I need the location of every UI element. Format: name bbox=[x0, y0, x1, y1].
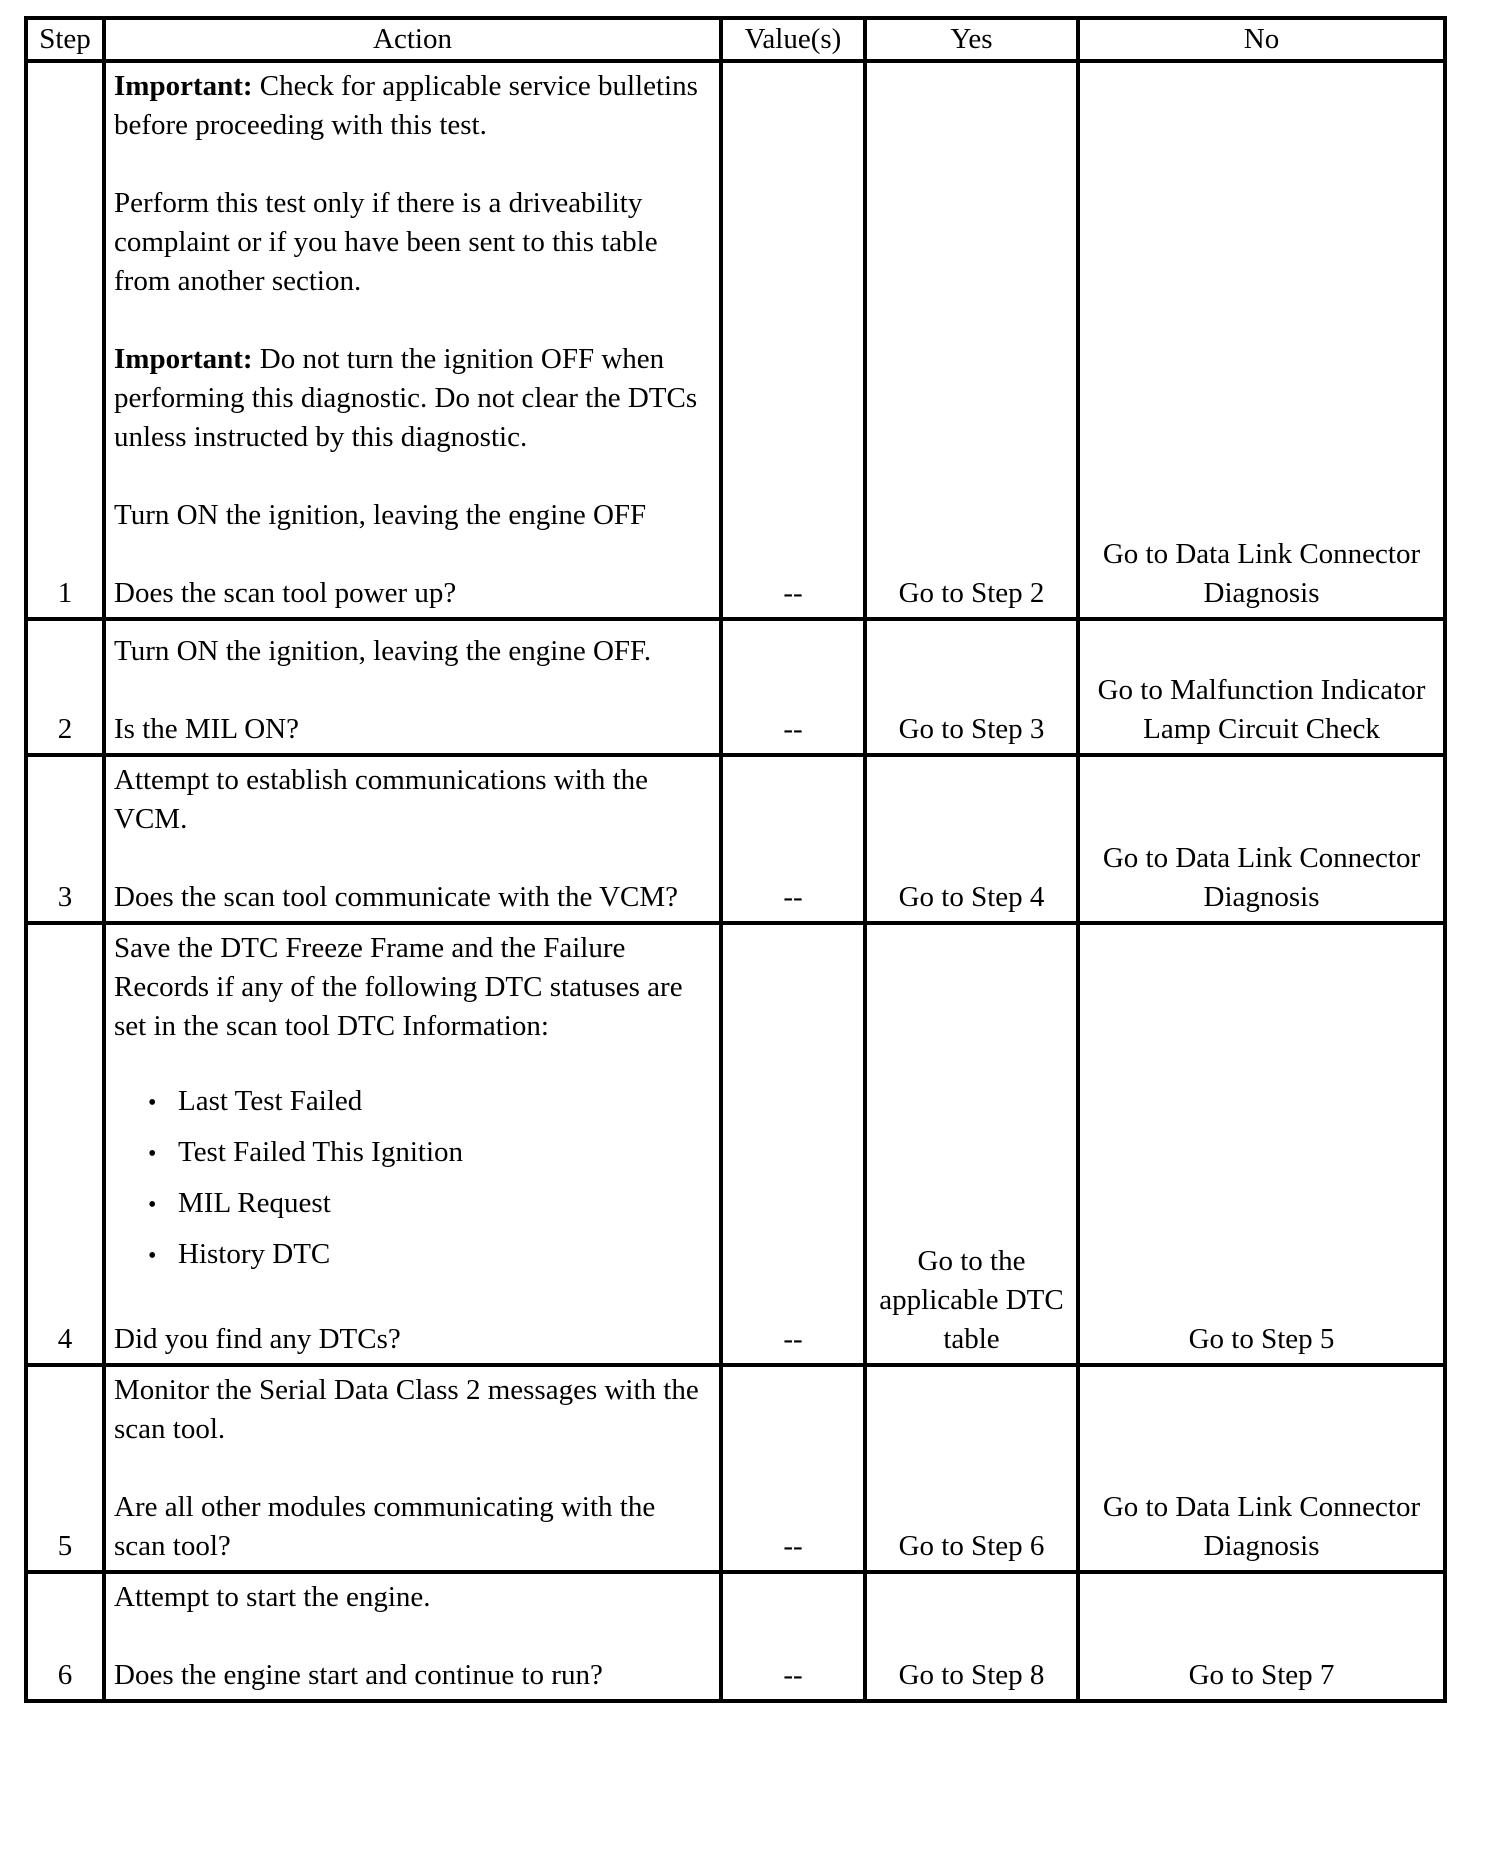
list-item-label: History DTC bbox=[178, 1238, 331, 1270]
list-item-label: Test Failed This Ignition bbox=[178, 1136, 464, 1168]
action-cell bbox=[104, 1365, 721, 1572]
action-paragraph: Monitor the Serial Data Class 2 messages with the scan tool. bbox=[114, 1374, 699, 1445]
step-number: 6 bbox=[26, 1572, 104, 1701]
action-question: Is the MIL ON? bbox=[114, 713, 299, 745]
step-number: 1 bbox=[26, 61, 104, 619]
yes-cell: Go to Step 4 bbox=[865, 755, 1078, 923]
header-step: Step bbox=[26, 18, 104, 61]
header-no: No bbox=[1078, 18, 1445, 61]
list-item-label: Last Test Failed bbox=[178, 1085, 363, 1117]
table-row bbox=[26, 1572, 1445, 1701]
bullet-icon: • bbox=[148, 1192, 157, 1218]
important-label: Important: bbox=[114, 70, 253, 102]
bullet-icon: • bbox=[148, 1090, 157, 1116]
table-row bbox=[26, 1365, 1445, 1572]
action-paragraph: Perform this test only if there is a driveability complaint or if you have been sent to this table from another section. bbox=[114, 187, 658, 297]
no-cell: Go to Data Link Connector Diagnosis bbox=[1078, 755, 1445, 923]
action-question: Are all other modules communicating with the scan tool? bbox=[114, 1491, 656, 1562]
no-cell: Go to Malfunction Indicator Lamp Circuit Check bbox=[1078, 619, 1445, 755]
action-cell bbox=[104, 1572, 721, 1701]
list-item bbox=[148, 1082, 711, 1133]
list-item-label: MIL Request bbox=[178, 1187, 331, 1219]
yes-cell: Go to Step 2 bbox=[865, 61, 1078, 619]
value-cell: -- bbox=[721, 1572, 865, 1701]
action-question: Does the engine start and continue to run? bbox=[114, 1659, 603, 1691]
step-number: 3 bbox=[26, 755, 104, 923]
value-cell: -- bbox=[721, 1365, 865, 1572]
action-question: Does the scan tool communicate with the VCM? bbox=[114, 881, 679, 913]
action-paragraph bbox=[114, 67, 711, 145]
no-cell: Go to Data Link Connector Diagnosis bbox=[1078, 61, 1445, 619]
action-paragraph bbox=[114, 340, 711, 457]
action-paragraph: Turn ON the ignition, leaving the engine OFF bbox=[114, 499, 647, 531]
action-question: Does the scan tool power up? bbox=[114, 577, 457, 609]
list-item bbox=[148, 1184, 711, 1235]
no-cell: Go to Step 7 bbox=[1078, 1572, 1445, 1701]
table-row bbox=[26, 923, 1445, 1365]
header-action: Action bbox=[104, 18, 721, 61]
table-row bbox=[26, 755, 1445, 923]
list-item bbox=[148, 1133, 711, 1184]
yes-cell: Go to the applicable DTC table bbox=[865, 923, 1078, 1365]
diagnostic-table bbox=[24, 16, 1447, 1703]
action-text: Check for applicable service bulletins before proceeding with this test. bbox=[114, 70, 698, 141]
action-paragraph: Attempt to establish communications with the VCM. bbox=[114, 764, 649, 835]
header-value: Value(s) bbox=[721, 18, 865, 61]
yes-cell: Go to Step 8 bbox=[865, 1572, 1078, 1701]
action-cell bbox=[104, 923, 721, 1365]
yes-cell: Go to Step 3 bbox=[865, 619, 1078, 755]
diagnostic-table-page bbox=[24, 16, 1447, 1703]
value-cell: -- bbox=[721, 61, 865, 619]
no-cell: Go to Data Link Connector Diagnosis bbox=[1078, 1365, 1445, 1572]
action-question: Did you find any DTCs? bbox=[114, 1323, 401, 1355]
action-paragraph: Attempt to start the engine. bbox=[114, 1581, 431, 1613]
bullet-icon: • bbox=[148, 1243, 157, 1269]
action-paragraph: Turn ON the ignition, leaving the engine OFF. bbox=[114, 635, 652, 667]
step-number: 5 bbox=[26, 1365, 104, 1572]
action-cell bbox=[104, 61, 721, 619]
action-paragraph: Save the DTC Freeze Frame and the Failure Records if any of the following DTC statuses are set in the scan tool DTC Information: bbox=[114, 932, 683, 1042]
step-number: 2 bbox=[26, 619, 104, 755]
step-number: 4 bbox=[26, 923, 104, 1365]
header-row bbox=[26, 18, 1445, 61]
action-text: Do not turn the ignition OFF when performing this diagnostic. Do not clear the DTCs unless instructed by this diagnostic. bbox=[114, 343, 698, 453]
action-cell bbox=[104, 755, 721, 923]
important-label: Important: bbox=[114, 343, 253, 375]
header-yes: Yes bbox=[865, 18, 1078, 61]
table-row bbox=[26, 61, 1445, 619]
bullet-icon: • bbox=[148, 1141, 157, 1167]
no-cell: Go to Step 5 bbox=[1078, 923, 1445, 1365]
table-row bbox=[26, 619, 1445, 755]
yes-cell: Go to Step 6 bbox=[865, 1365, 1078, 1572]
value-cell: -- bbox=[721, 755, 865, 923]
action-cell bbox=[104, 619, 721, 755]
list-item bbox=[148, 1235, 711, 1286]
value-cell: -- bbox=[721, 923, 865, 1365]
dtc-status-list bbox=[114, 1082, 711, 1286]
value-cell: -- bbox=[721, 619, 865, 755]
